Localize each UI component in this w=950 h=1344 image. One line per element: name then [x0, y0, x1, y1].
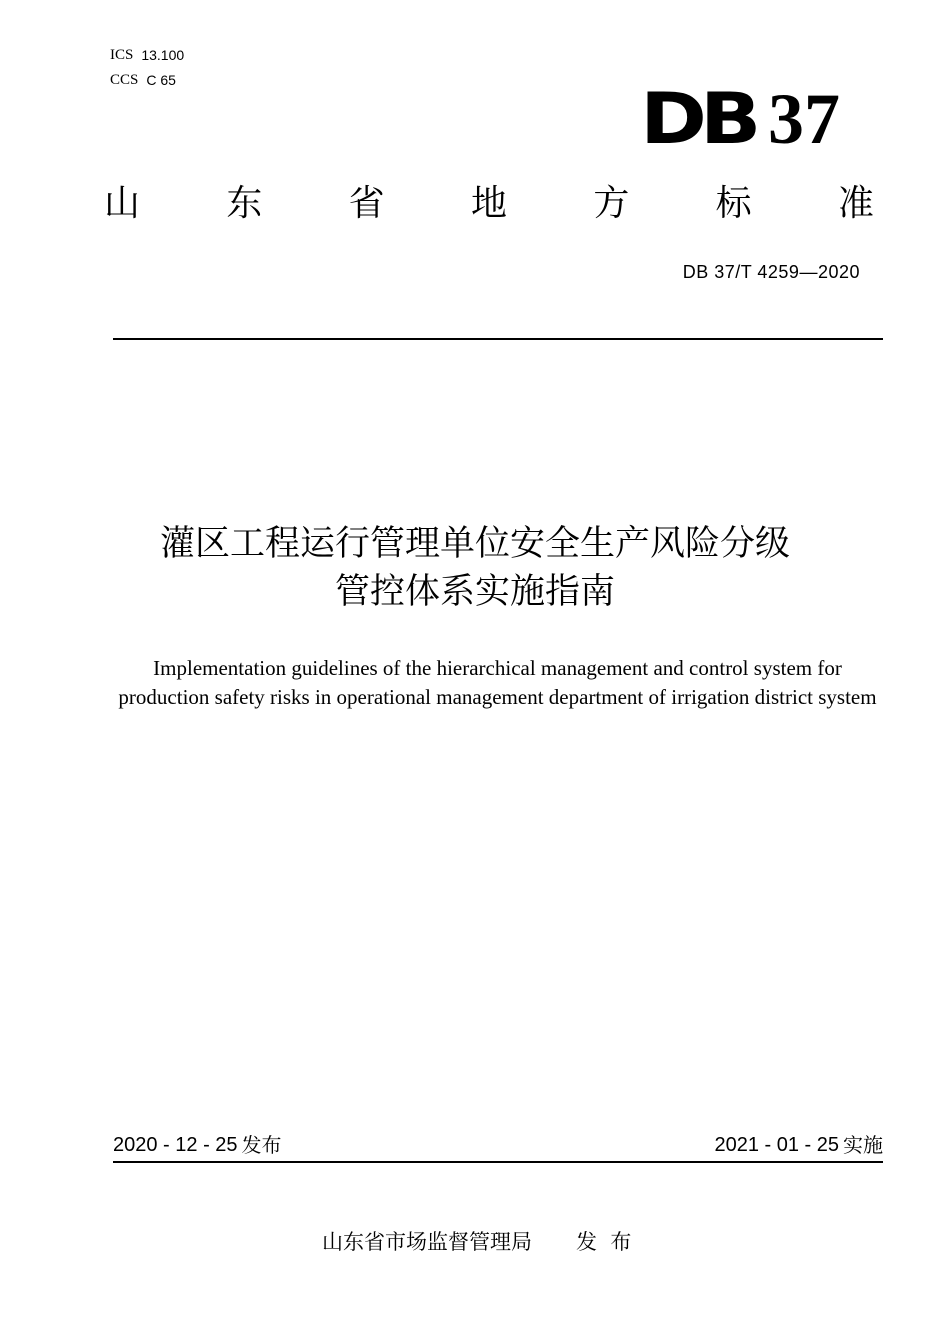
english-title: Implementation guidelines of the hierarchical management and control system for production safety risks in operational management department of irrigation district system	[118, 656, 877, 709]
chinese-title	[40, 520, 910, 616]
issue-date-block	[113, 1132, 282, 1158]
standard-type-char: 地	[470, 183, 507, 224]
top-divider	[113, 338, 883, 340]
ics-label: ICS	[110, 47, 134, 63]
standard-type-char: 方	[593, 183, 630, 224]
ccs-classification	[110, 71, 176, 89]
chinese-title-line-1: 灌区工程运行管理单位安全生产风险分级	[159, 524, 790, 564]
issue-date: 2020 - 12 - 25	[113, 1134, 238, 1156]
standard-type-heading	[104, 182, 874, 226]
publisher-block	[322, 1228, 631, 1256]
ics-value: 13.100	[141, 47, 185, 63]
standard-type-char: 标	[715, 183, 752, 224]
ics-classification	[110, 46, 184, 64]
issue-label: 发布	[241, 1133, 282, 1157]
implementation-date-block	[714, 1132, 883, 1158]
chinese-title-line-2: 管控体系实施指南	[334, 572, 615, 612]
standard-type-char: 山	[104, 183, 141, 224]
implementation-date: 2021 - 01 - 25	[714, 1134, 839, 1156]
standard-code: DB 37/T 4259—2020	[682, 262, 860, 282]
publisher-label: 发 布	[576, 1230, 632, 1254]
db-logo-digits: 37	[768, 79, 840, 159]
standard-type-char: 准	[837, 183, 874, 224]
db-logo-letters: DB	[639, 78, 754, 160]
publisher-name: 山东省市场监督管理局	[322, 1230, 532, 1254]
db37-logo	[639, 78, 840, 160]
implementation-label: 实施	[843, 1133, 883, 1157]
standard-type-char: 省	[348, 183, 385, 224]
ccs-value: C 65	[146, 72, 176, 88]
ccs-label: CCS	[110, 72, 139, 88]
standard-type-char: 东	[226, 183, 263, 224]
bottom-divider	[113, 1161, 883, 1163]
